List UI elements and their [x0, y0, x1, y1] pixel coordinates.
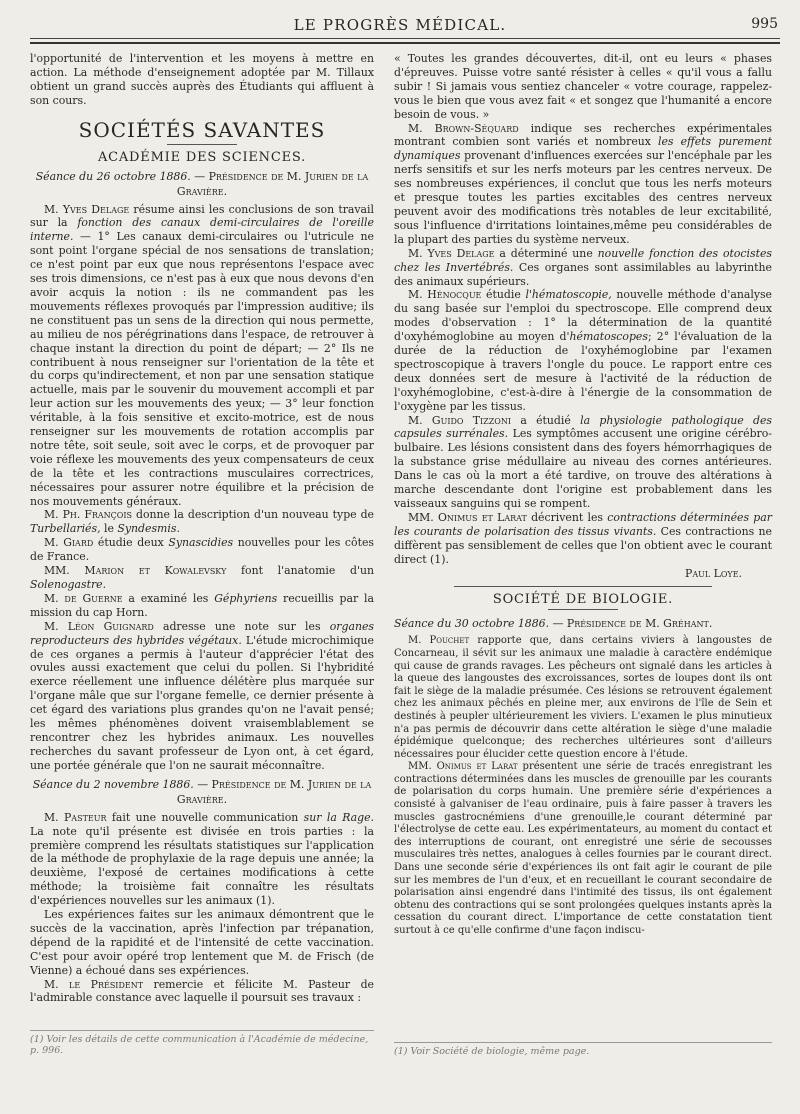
right-column	[394, 52, 772, 938]
paragraph-brown-sequard: M. Brown-Séquard indique ses recherches expérimentales montrant combien sont variés et nombreux les effets purement dynamiques provenant d'influences exercées sur l'encéphale par les nerfs sensitifs et sur les nerfs moteurs par les centres nerveux. De ses nombreuses expériences, il conclut que tous les nerfs moteurs et presque toutes les parties excitables des centres nerveux peuvent avoir des modifications très notables de leur excitabilité, sous l'influence d'irritations lointaines,même peu considérables de la plupart des parties du système nerveux.	[394, 121, 772, 246]
paragraph-francois: M. Ph. François donne la description d'un nouveau type de Turbellariés, le Syndesmis.	[30, 508, 374, 536]
seance-heading-1	[30, 169, 374, 199]
seance-presidence: — Présidence de M. Jurien de la Gravière.	[176, 777, 372, 806]
author-name: M. le Président	[44, 977, 144, 991]
author-name: M. Guido Tizzoni	[408, 413, 512, 427]
paragraph-experiences: Les expériences faites sur les animaux démontrent que le succès de la vaccination, après l'infection par trépanation, dépend de la rapidité et de l'intensité de cette vaccination. C'est pour avoir opéré trop lentement que M. de Frisch (de Vienne) a échoué dans ses expériences.	[30, 908, 374, 977]
paragraph-guignard: M. Léon Guignard adresse une note sur les organes reproducteurs des hybrides végétaux. L'étude microchimique de ces organes a permis à l'auteur d'apprécier l'état des ovules aussi exactement que celui du pollen. Si l'hybridité exerce réellement une influence délétère plus marquée sur l'organe mâle que sur l'organe femelle, ce dernier présente à cet égard des variations plus grandes qu'on ne l'avait pensé; les mêmes phénomènes doivent vraisemblablement se rencontrer chez les hybrides animaux. Les nouvelles recherches du savant professeur de Lyon ont, à cet égard, une portée générale que l'on ne saurait méconnaître.	[30, 619, 375, 772]
seance-presidence: — Présidence de M. Jurien de la Gravière.	[176, 169, 369, 198]
biology-heading: SOCIÉTÉ DE BIOLOGIE.	[492, 592, 674, 608]
author-name: M. Ph. François	[44, 508, 132, 522]
seance-date: Séance du 2 novembre 1886.	[32, 777, 194, 791]
biology-rule	[548, 609, 618, 610]
header-double-rule	[30, 42, 780, 44]
author-name: M. Yves Delage	[408, 246, 495, 260]
intro-paragraph: l'opportunité de l'intervention et les moyens à mettre en action. La méthode d'enseignement adoptée par M. Tillaux obtient un grand succès auprès des Étudiants qui affluent à son cours.	[30, 52, 374, 107]
footnote-left: (1) Voir les détails de cette communication à l'Académie de médecine, p. 996.	[30, 1030, 374, 1056]
author-name: M. Pouchet	[408, 635, 470, 647]
author-name: M. Léon Guignard	[44, 619, 154, 633]
paragraph-delage-otocistes: M. Yves Delage a déterminé une nouvelle fonction des otocistes chez les Invertébrés. Ces organes sont assimilables au labyrinthe des animaux supérieurs.	[394, 246, 773, 288]
author-name: M. Hénocque	[408, 288, 482, 302]
paragraph-guerne: M. de Guerne a examiné les Géphyriens recueillis par la mission du cap Horn.	[30, 591, 375, 619]
journal-title: LE PROGRÈS MÉDICAL.	[293, 16, 507, 34]
seance-presidence: — Présidence de M. Gréhant.	[552, 617, 713, 631]
paragraph-onimus-larat: MM. Onimus et Larat décrivent les contractions déterminées par les courants de polarisation des tissus vivants. Ces contractions ne diffèrent pas sensiblement de celles que l'on obtient avec le courant direct (1).	[394, 510, 772, 566]
page-number: 995	[751, 16, 778, 32]
paragraph-tizzoni: M. Guido Tizzoni a étudié la physiologie pathologique des capsules surrénales. Les symptômes accusent une origine cérébro-bulbaire. Les lésions consistent dans des foyers hémorrhagiques de la substance grise médullaire au niveau des cornes antérieures. Dans le cas où la mort a été tardive, on trouve des altérations à marche descendante dont l'origine est probablement dans les vaisseaux sanguins qui se rompent.	[394, 413, 772, 510]
paragraph-president: M. le Président remercie et félicite M. Pasteur de l'admirable constance avec laquelle il poursuit ses travaux :	[30, 977, 374, 1005]
communication-title: fonction des canaux demi-circulaires de l'oreille interne.	[30, 216, 374, 244]
paragraph-onimus-larat-biologie: MM. Onimus et Larat présentent une série de tracés enregistrant les contractions déterminées dans les muscles de grenouille par les courants de polarisation du corps humain. Une première série d'expériences a consisté à galvaniser de l'eau ordinaire, puis à faire passer à travers les muscles gastrocnémiens d'une grenouille,le courant déterminé par l'électrolyse de cette eau. Les expérimentateurs, au moment du contact et des interruptions de courant, ont enregistré une série de secousses musculaires très nettes, analogues à celles fournies par le courant direct. Dans une seconde série d'expériences ils ont fait agir le courant de pile sur les membres de l'un d'eux, et en recueillant le courant secondaire de polarisation ainsi engendré dans l'intimité des tissus, ils ont également obtenu des contractions qui se sont prolongées quelques instants après la cessation du courant direct. L'importance de cette constatation tient surtout à ce qu'elle confirme d'une façon indiscu-	[394, 761, 773, 936]
paragraph-marion: MM. Marion et Kowalevsky font l'anatomie d'un Solenogastre.	[30, 564, 374, 591]
author-name: M. Yves Delage	[44, 202, 130, 216]
academy-heading: ACADÉMIE DES SCIENCES.	[97, 149, 307, 165]
section-rule	[167, 144, 237, 145]
author-name: MM. Onimus et Larat	[408, 761, 518, 773]
running-header	[20, 14, 780, 40]
author-name: M. de Guerne	[44, 591, 123, 605]
paragraph-pasteur: M. Pasteur fait une nouvelle communication sur la Rage. La note qu'il présente est divisée en trois parties : la première comprend les résultats statistiques sur l'application de la méthode de prophylaxie de la rage depuis une année; la deuxième, l'exposé de certaines modifications à cette méthode; la troisième fait connaître les résultats d'expériences nouvelles sur les animaux (1).	[30, 810, 375, 908]
paragraph-henocque: M. Hénocque étudie l'hématoscopie, nouvelle méthode d'analyse du sang basée sur l'emploi du spectroscope. Elle comprend deux modes d'observation : 1° la détermination de la quantité d'oxyhémoglobine au moyen d'hématoscopes; 2° l'évaluation de la durée de la réduction de l'oxyhémoglobine par l'examen spectroscopique à travers l'ongle du pouce. Le rapport entre ces deux données sert de mesure à l'activité de la réduction de l'oxyhémoglobine, c'est-à-dire à l'énergie de la consommation de l'oxygène par les tissus.	[394, 288, 773, 413]
biology-body	[394, 635, 772, 937]
paragraph-pouchet: M. Pouchet rapporte que, dans certains viviers à langoustes de Concarneau, il sévit sur les animaux une maladie à caractère endémique qui cause de grands ravages. Les pêcheurs ont signalé dans les articles à la queue des langoustes des excroissances, sortes de loupes dont ils ont fait le siège de la maladie présumée. Ces lésions se retrouvent également chez les animaux pêchés en pleine mer, aux environs de l'île de Sein et destinés à peupler ultérieurement les viviers. L'examen le plus minutieux n'a pas permis de découvrir dans cette altération le siège d'une maladie épidémique quelconque; des recherches ultérieures sont d'ailleurs nécessaires pour élucider cette question encore à l'étude.	[394, 635, 772, 760]
author-name: MM. Marion et Kowalevsky	[44, 564, 227, 578]
paragraph-delage: M. Yves Delage résume ainsi les conclusions de son travail sur la fonction des canaux demi-circulaires de l'oreille interne. — 1° Les canaux demi-circulaires ou l'utricule ne sont point l'organe spécial de nos sensations de translation; ce n'est point par eux que nous représentons l'espace avec ses trois dimensions, ce n'est pas à eux que nous devons d'en avoir acquis la notion : ils ne commandent pas les mouvements réflexes provoqués par l'impression auditive; ils ne constituent pas un sens de la direction qui nous permette, au milieu de nos pérégrinations dans l'espace, de retrouver à chaque instant la direction du point de départ; — 2° Ils ne contribuent à nous renseigner sur l'orientation de la tête et du corps qu'indirectement, et non par une sensation statique actuelle, mais par le souvenir du mouvement accompli et par leur action sur les mouvements des yeux; — 3° leur fonction véritable, à la fois sensitive et excito-motrice, est de nous renseigner sur les mouvements de rotation accomplis par notre tête, soit seule, soit avec le corps, et de provoquer par voie réflexe les mouvements des yeux compensateurs de ceux de la tête et les contractions musculaires correctrices, nécessaires pour assurer notre équilibre et la précision de nos mouvements généraux.	[30, 202, 375, 508]
section-title: SOCIÉTÉS SAVANTES	[78, 117, 326, 142]
seance-date: Séance du 26 octobre 1886.	[35, 169, 191, 183]
footnote-right: (1) Voir Société de biologie, même page.	[394, 1042, 772, 1057]
author-name: M. Brown-Séquard	[408, 121, 519, 135]
author-name: M. Pasteur	[44, 810, 107, 824]
author-name: M. Giard	[44, 536, 94, 550]
pasteur-quote: « Toutes les grandes découvertes, dit-il, ont eu leurs « phases d'épreuves. Puisse votre santé résister à celles « qu'il vous a fallu subir ! Si jamais vous sentiez chanceler « votre courage, rappelez-vous le bien que vous avez fait « et songez que l'humanité a encore besoin de vous. »	[394, 52, 772, 121]
author-name: MM. Onimus et Larat	[408, 510, 527, 524]
seance-heading-2	[30, 777, 374, 807]
left-column	[30, 52, 374, 1005]
section-divider	[454, 586, 712, 587]
biology-seance-heading	[394, 616, 772, 631]
header-rule	[30, 38, 780, 39]
author-signature: Paul Loye.	[685, 566, 742, 580]
paragraph-giard: M. Giard étudie deux Synascidies nouvelles pour les côtes de France.	[30, 536, 374, 564]
seance-date: Séance du 30 octobre 1886.	[394, 617, 550, 631]
